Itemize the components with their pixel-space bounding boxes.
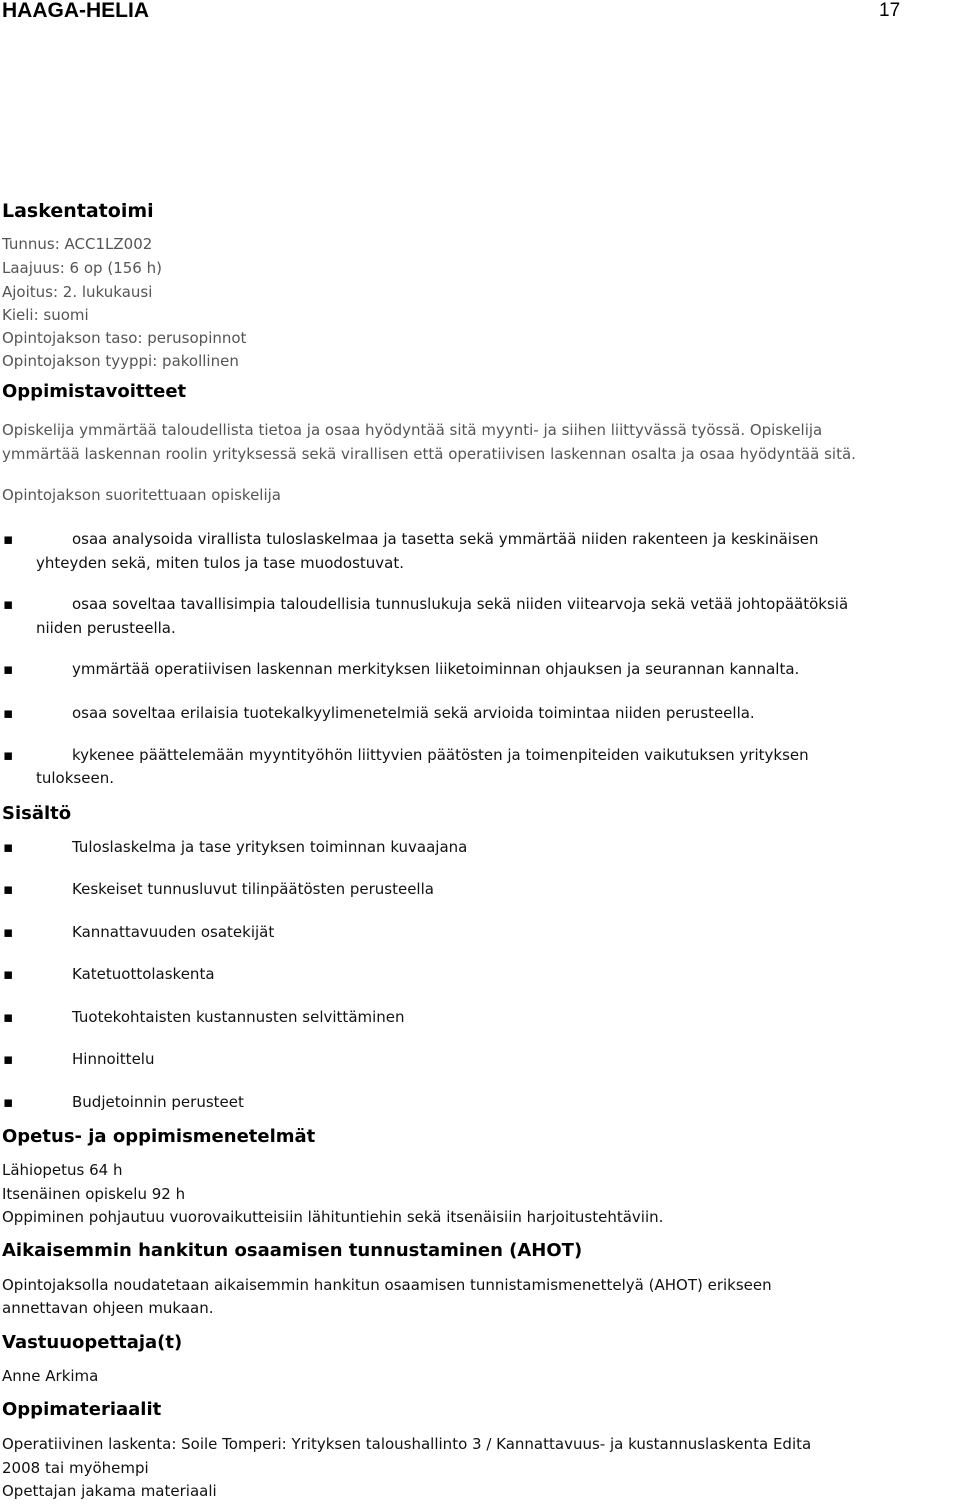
objective-item-line-2: yhteyden sekä, miten tulos ja tase muodostuvat. [36,554,404,572]
bullet-icon: ▪ [3,746,14,764]
bullet-icon: ▪ [3,595,14,613]
content-item-label: Kannattavuuden osatekijät [72,923,275,941]
objective-item-line-1: osaa soveltaa erilaisia tuotekalkyylimenetelmiä sekä arvioida toimintaa niiden perusteella. [72,704,755,722]
ahot-line-2: annettavan ohjeen mukaan. [2,1299,214,1317]
content-item-label: Katetuottolaskenta [72,965,215,983]
organization-name: HAAGA-HELIA [2,0,149,22]
bullet-icon: ▪ [3,923,14,941]
content-heading: Sisältö [2,803,72,824]
objectives-line-2: ymmärtää laskennan roolin yrityksessä sekä virallisen että operatiivisen laskennan osalta ja osaa hyödyntää sitä. [2,445,856,463]
teachers-heading: Vastuuopettaja(t) [2,1332,183,1353]
bullet-icon: ▪ [3,704,14,722]
content-item-label: Tuloslaskelma ja tase yrityksen toiminnan kuvaajana [72,838,468,856]
materials-heading: Oppimateriaalit [2,1399,162,1420]
objective-item-line-1: osaa analysoida virallista tuloslaskelmaa ja tasetta sekä ymmärtää niiden rakenteen ja keskinäisen [72,530,819,548]
bullet-icon: ▪ [3,965,14,983]
objective-item-line-1: osaa soveltaa tavallisimpia taloudellisia tunnuslukuja sekä niiden viitearvoja sekä vetää johtopäätöksiä [72,595,849,613]
content-item-label: Keskeiset tunnusluvut tilinpäätösten perusteella [72,880,434,898]
methods-self-study: Itsenäinen opiskelu 92 h [2,1185,186,1203]
bullet-icon: ▪ [3,838,14,856]
course-code: Tunnus: ACC1LZ002 [2,235,153,253]
methods-description: Oppiminen pohjautuu vuorovaikutteisiin lähituntiehin sekä itsenäisiin harjoitustehtäviin. [2,1208,664,1226]
materials-line-1: Operatiivinen laskenta: Soile Tomperi: Yrityksen taloushallinto 3 / Kannattavuus- ja kustannuslaskenta Edita [2,1435,812,1453]
objective-item-line-1: ymmärtää operatiivisen laskennan merkityksen liiketoiminnan ohjauksen ja seurannan kannalta. [72,660,800,678]
content-item-label: Budjetoinnin perusteet [72,1093,244,1111]
course-timing: Ajoitus: 2. lukukausi [2,283,153,301]
materials-line-3: Opettajan jakama materiaali [2,1482,217,1500]
bullet-icon: ▪ [3,1093,14,1111]
ahot-heading: Aikaisemmin hankitun osaamisen tunnustaminen (AHOT) [2,1240,583,1261]
objective-item-line-2: niiden perusteella. [36,619,176,637]
objectives-heading: Oppimistavoitteet [2,381,187,402]
bullet-icon: ▪ [3,1008,14,1026]
course-type: Opintojakson tyyppi: pakollinen [2,352,239,370]
content-item-label: Hinnoittelu [72,1050,155,1068]
methods-contact-hours: Lähiopetus 64 h [2,1161,123,1179]
objectives-intro: Opintojakson suoritettuaan opiskelija [2,486,282,504]
bullet-icon: ▪ [3,530,14,548]
bullet-icon: ▪ [3,660,14,678]
materials-line-2: 2008 tai myöhempi [2,1459,149,1477]
course-scope: Laajuus: 6 op (156 h) [2,259,162,277]
bullet-icon: ▪ [3,880,14,898]
course-language: Kieli: suomi [2,306,89,324]
objective-item-line-1: kykenee päättelemään myyntityöhön liittyvien päätösten ja toimenpiteiden vaikutuksen yrityksen [72,746,809,764]
objective-item-line-2: tulokseen. [36,769,114,787]
content-item-label: Tuotekohtaisten kustannusten selvittäminen [72,1008,405,1026]
objectives-line-1: Opiskelija ymmärtää taloudellista tietoa ja osaa hyödyntää sitä myynti- ja siihen liittyvässä työssä. Opiskelija [2,421,823,439]
methods-heading: Opetus- ja oppimismenetelmät [2,1126,316,1147]
course-title: Laskentatoimi [2,200,154,222]
ahot-line-1: Opintojaksolla noudatetaan aikaisemmin hankitun osaamisen tunnistamismenettelyä (AHOT) erikseen [2,1276,772,1294]
bullet-icon: ▪ [3,1050,14,1068]
page-number: 17 [879,0,901,21]
teacher-name: Anne Arkima [2,1367,99,1385]
course-level: Opintojakson taso: perusopinnot [2,329,247,347]
